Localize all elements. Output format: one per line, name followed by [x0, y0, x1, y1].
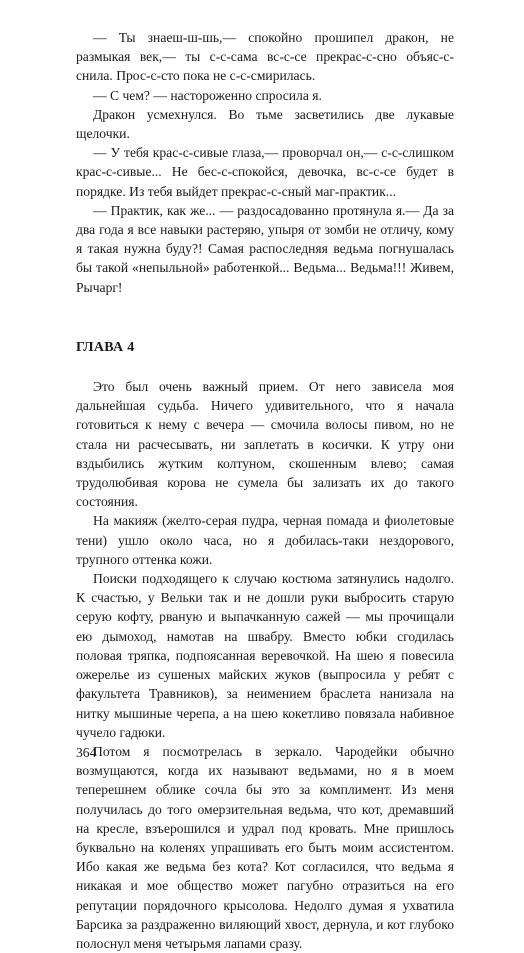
paragraph: — Практик, как же... — раздосадованно протянула я.— Да за два года я все навыки растеряю, упыря от зомби не отличу, кому я такая нужна буду?! Самая распоследняя ведьма погнушалась бы такой «непыльной» работенкой... Ведьма... Ведьма!!! Живем, Рычарг!	[76, 202, 454, 295]
paragraph: На макияж (желто-серая пудра, черная помада и фиолетовые тени) ушло около часа, но я добилась-таки нездорового, трупного оттенка кожи.	[76, 513, 454, 567]
paragraph: — С чем? — настороженно спросила я.	[93, 87, 322, 103]
paragraph: Потом я посмотрелась в зеркало. Чародейки обычно возмущаются, когда их называют ведьмами, но я в моем теперешнем облике сочла бы это за комплимент. Из меня получилась до того омерзительная ведьма, что кот, дремавший на кресле, взъерошился и удрал под кровать. Мне пришлось буквально на коленях упрашивать его быть моим ассистентом. Ибо какая же ведьма без кота? Кот согласился, что ведьма я никакая и мое общество может пагубно отразиться на его репутации порядочного крысолова. Недолго думая я ухватила Барсика за раздраженно виляющий хвост, дернула, и кот глубоко полоснул меня четырьмя лапами сразу.	[76, 743, 454, 951]
page-number: 364	[76, 745, 97, 760]
chapter-title: ГЛАВА 4	[76, 339, 135, 355]
paragraph: Дракон усмехнулся. Во тьме засветились две лукавые щелочки.	[76, 106, 454, 142]
paragraph: Это был очень важный прием. От него зависела моя дальнейшая судьба. Ничего удивительного, что я начала готовиться к нему с вечера — смочила волосы пивом, но не стала ни расчесывать, ни заплетать в косички. К утру они вздыбились жутким колтуном, скошенным влево; самая трудолюбивая корова не сумела бы зализать их до такого состояния.	[76, 379, 454, 510]
paragraph: Поиски подходящего к случаю костюма затянулись надолго. К счастью, у Вельки так и не дошли руки выбросить старую серую кофту, рваную и выпачканную сажей — мы прочищали ею дымоход, намотав на швабру. Вместо юбки сгодилась половая тряпка, подпоясанная веревочкой. На шею я повесила ожерелье из сушеных майских жуков (выпросила у ребят с факультета Травников), за неимением браслета нанизала на нитку мышиные черепа, а на шею кокетливо повязала набивное чучело гадюки.	[76, 571, 454, 740]
paragraph: — Ты знаеш-ш-шь,— спокойно прошипел дракон, не размыкая век,— ты с-с-сама вс-с-се прекрас-с-сно объяс-с-снила. Прос-с-сто пока не с-с-смирилась.	[76, 30, 454, 84]
page-text	[76, 28, 454, 953]
paragraph: — У тебя крас-с-сивые глаза,— проворчал он,— с-с-слишком крас-с-сивые... Не бес-с-спокойся, девочка, вс-с-се будет в порядке. Из тебя выйдет прекрас-с-сный маг-практик...	[76, 145, 454, 199]
